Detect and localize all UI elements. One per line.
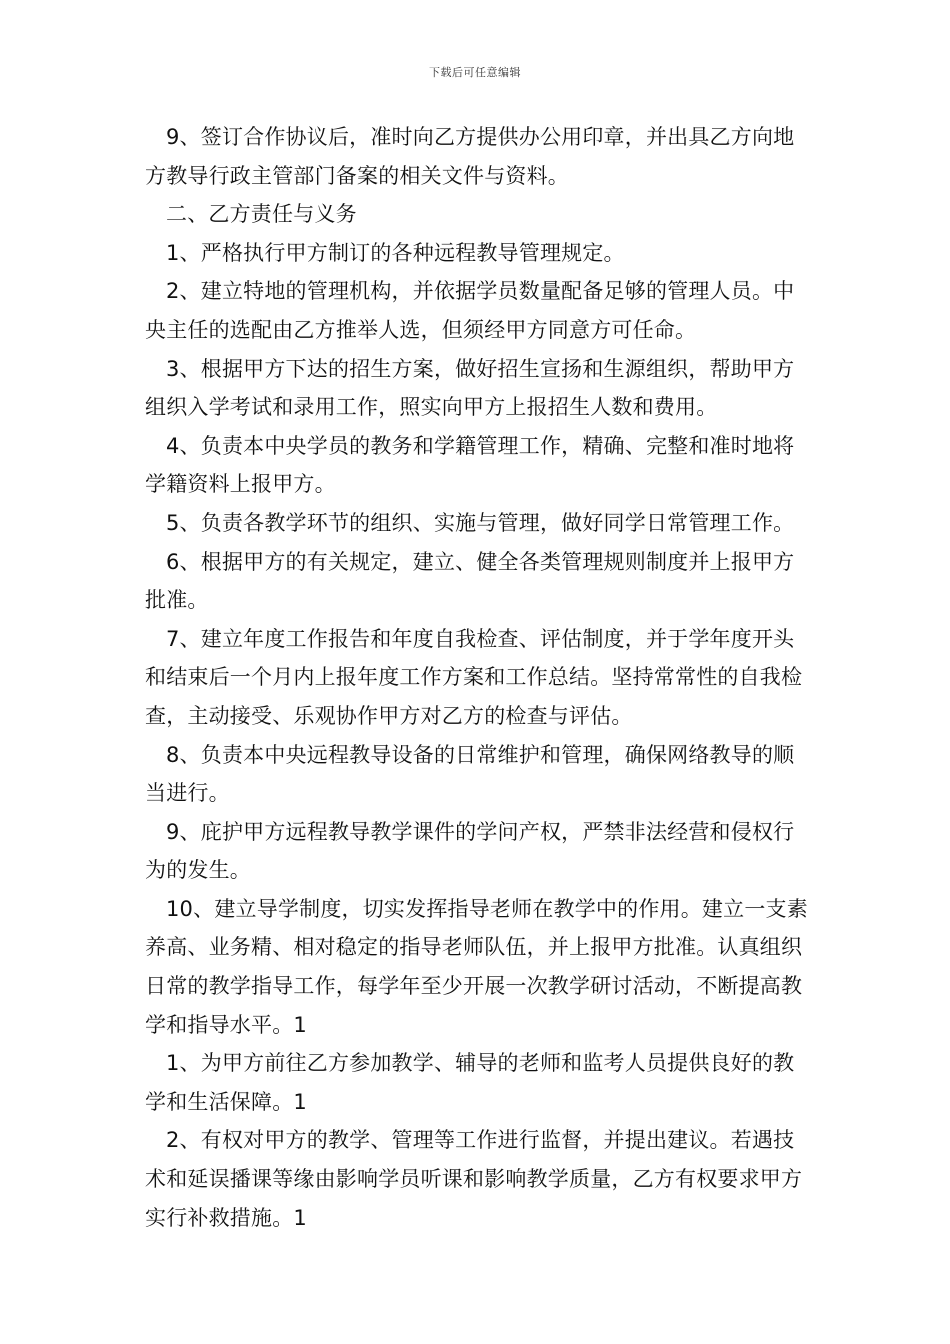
paragraph-item-9: 9、庇护甲方远程教导教学课件的学问产权，严禁非法经营和侵权行为的发生。 [145, 819, 795, 883]
paragraph-item-9-provide-seal: 9、签订合作协议后，准时向乙方提供办公用印章，并出具乙方向地方教导行政主管部门备案的相关文件与资料。 [145, 125, 795, 188]
section-heading-party-b-duties: 二、乙方责任与义务 [166, 202, 357, 227]
paragraph-item-4: 4、负责本中央学员的教务和学籍管理工作，精确、完整和准时地将学籍资料上报甲方。 [145, 433, 795, 497]
paragraph-item-3: 3、根据甲方下达的招生方案，做好招生宣扬和生源组织，帮助甲方组织入学考试和录用工作，照实向甲方上报招生人数和费用。 [145, 356, 795, 420]
paragraph-item-10: 10、建立导学制度，切实发挥指导老师在教学中的作用。建立一支素养高、业务精、相对稳定的指导老师队伍，并上报甲方批准。认真组织日常的教学指导工作，每学年至少开展一次教学研讨活动，不断提高教学和指导水平。1 [145, 896, 808, 1037]
paragraph-item-1: 1、严格执行甲方制订的各种远程教导管理规定。 [166, 240, 625, 265]
paragraph-item-8: 8、负责本中央远程教导设备的日常维护和管理，确保网络教导的顺当进行。 [145, 742, 795, 806]
paragraph-item-6: 6、根据甲方的有关规定，建立、健全各类管理规则制度并上报甲方批准。 [145, 549, 795, 613]
paragraph-item-5: 5、负责各教学环节的组织、实施与管理，做好同学日常管理工作。 [166, 510, 795, 535]
paragraph-rights-item-1: 1、为甲方前往乙方参加教学、辅导的老师和监考人员提供良好的教学和生活保障。1 [145, 1051, 795, 1114]
paragraph-rights-item-2: 2、有权对甲方的教学、管理等工作进行监督，并提出建议。若遇技术和延误播课等缘由影响学员听课和影响教学质量，乙方有权要求甲方实行补救措施。1 [145, 1128, 803, 1230]
document-body [145, 118, 813, 1237]
paragraph-item-2: 2、建立特地的管理机构，并依据学员数量配备足够的管理人员。中央主任的选配由乙方推举人选，但须经甲方同意方可任命。 [145, 279, 795, 342]
paragraph-item-7: 7、建立年度工作报告和年度自我检查、评估制度，并于学年度开头和结束后一个月内上报年度工作方案和工作总结。坚持常常性的自我检查，主动接受、乐观协作甲方对乙方的检查与评估。 [145, 626, 803, 728]
header-note: 下载后可任意编辑 [429, 66, 521, 79]
